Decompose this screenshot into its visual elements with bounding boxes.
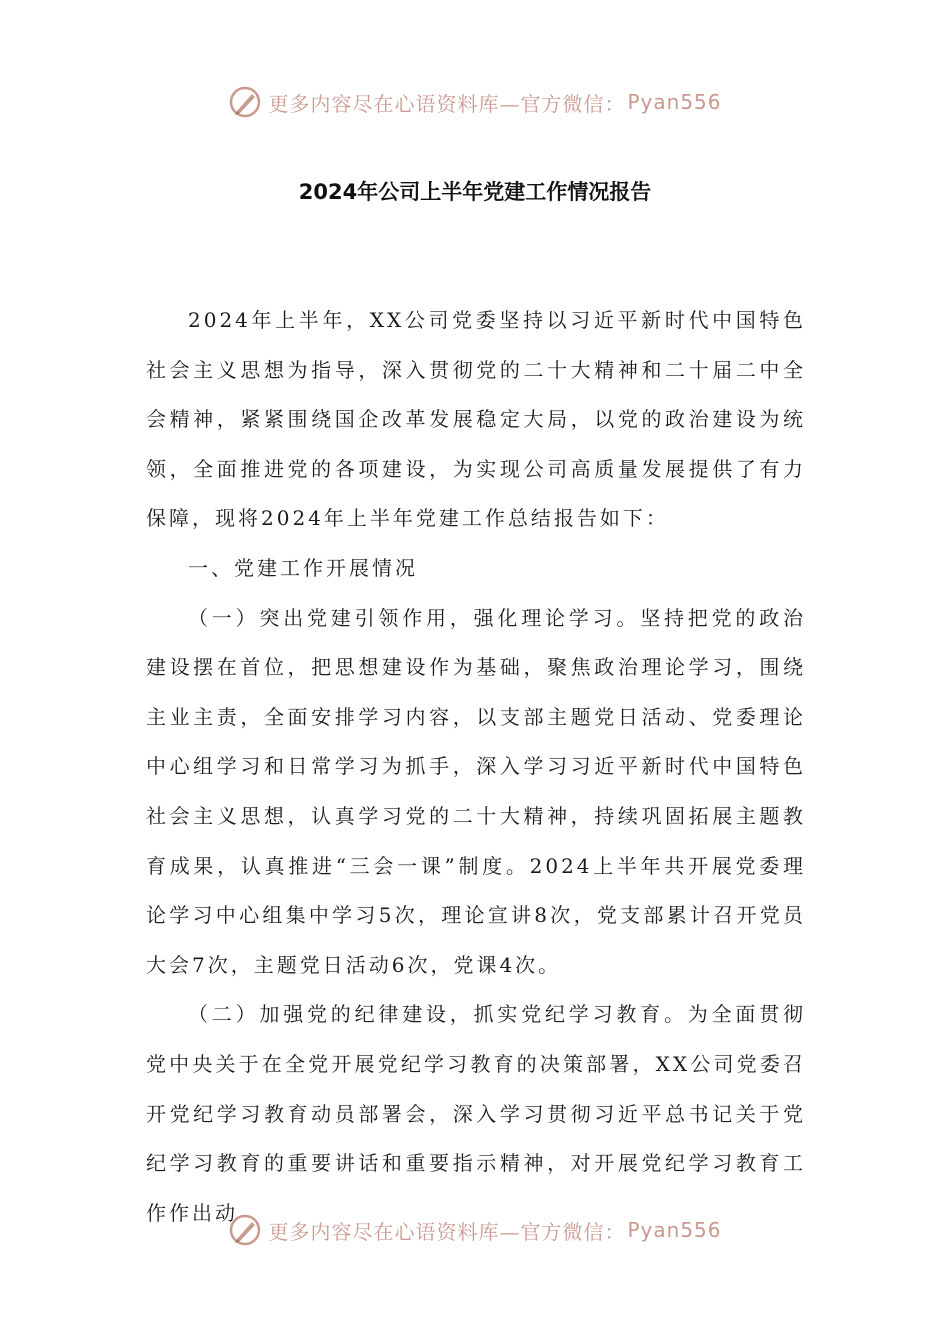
banner-text: 更多内容尽在心语资料库—官方微信： (268, 91, 626, 116)
wechat-id: Pyan556 (627, 1218, 722, 1242)
banner-text: 更多内容尽在心语资料库—官方微信： (268, 1219, 626, 1244)
pen-logo-icon (228, 85, 262, 119)
wechat-id: Pyan556 (627, 90, 722, 114)
watermark-banner-bottom (0, 1210, 950, 1250)
watermark-banner-top (0, 82, 950, 122)
paragraph-theory-study: （一）突出党建引领作用，强化理论学习。坚持把党的政治建设摆在首位，把思想建设作为基础，聚焦政治理论学习，围绕主业主责，全面安排学习内容，以支部主题党日活动、党委理论中心组学习和日常学习为抓手，深入学习习近平新时代中国特色社会主义思想，认真学习党的二十大精神，持续巩固拓展主题教育成果，认真推进“三会一课”制度。2024上半年共开展党委理论学习中心组集中学习5次，理论宣讲8次，党支部累计召开党员大会7次，主题党日活动6次，党课4次。 (146, 605, 806, 977)
pen-logo-icon (228, 1213, 262, 1247)
paragraph-intro: 2024年上半年，XX公司党委坚持以习近平新时代中国特色社会主义思想为指导，深入贯彻党的二十大精神和二十届二中全会精神，紧紧围绕国企改革发展稳定大局，以党的政治建设为统领，全面推进党的各项建设，为实现公司高质量发展提供了有力保障，现将2024年上半年党建工作总结报告如下： (146, 308, 806, 531)
section-heading: 一、党建工作开展情况 (188, 555, 418, 580)
document-title: 2024年公司上半年党建工作情况报告 (298, 180, 652, 204)
paragraph-discipline: （二）加强党的纪律建设，抓实党纪学习教育。为全面贯彻党中央关于在全党开展党纪学习教育的决策部署，XX公司党委召开党纪学习教育动员部署会，深入学习贯彻习近平总书记关于党纪学习教育的重要讲话和重要指示精神，对开展党纪学习教育工作作出动 (146, 1002, 806, 1225)
document-body (146, 296, 806, 1238)
